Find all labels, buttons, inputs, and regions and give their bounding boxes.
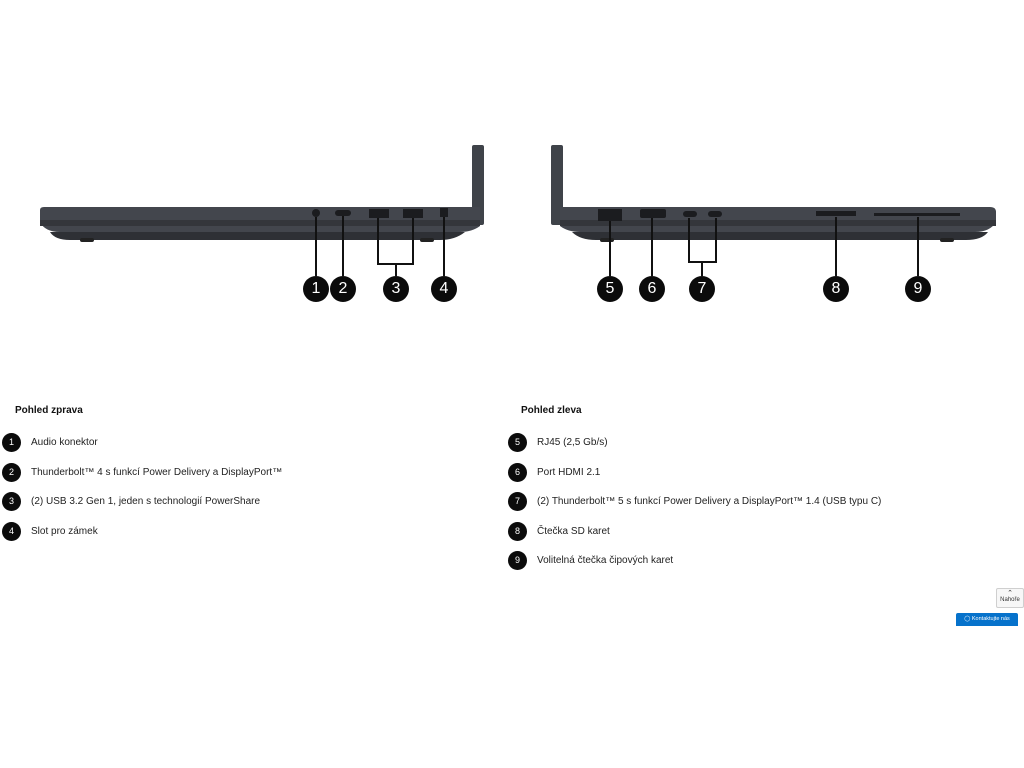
chevron-up-icon: ⌃ [1007,590,1013,597]
item-label: RJ45 (2,5 Gb/s) [537,437,608,449]
list-item [508,487,881,517]
laptop-right-view [40,145,484,276]
item-number-badge: 6 [508,463,527,482]
left-view-list [508,428,881,576]
item-label: Thunderbolt™ 4 s funkcí Power Delivery a DisplayPort™ [31,466,283,478]
item-label: Čtečka SD karet [537,525,610,537]
item-number-badge: 3 [2,492,21,511]
list-item [508,428,881,458]
list-item [508,458,881,488]
laptop-illustration [0,0,1024,330]
list-item [2,458,282,488]
callout-2: 2 [330,276,356,302]
item-label: Volitelná čtečka čipových karet [537,555,674,567]
list-item [508,546,881,576]
contact-us-label: Kontaktujte nás [971,616,1010,622]
callout-7: 7 [689,276,715,302]
laptop-ports-figure [0,0,1024,330]
item-number-badge: 1 [2,433,21,452]
right-view-list [2,428,282,546]
back-to-top-button[interactable] [996,588,1024,608]
item-number-badge: 2 [2,463,21,482]
back-to-top-label: Nahoře [1000,597,1020,603]
item-number-badge: 7 [508,492,527,511]
list-item [2,428,282,458]
laptop-left-view [551,145,996,276]
item-label: (2) Thunderbolt™ 5 s funkcí Power Delivery a DisplayPort™ 1.4 (USB typu C) [537,496,882,508]
callout-6: 6 [639,276,665,302]
left-view-title: Pohled zleva [521,405,582,416]
item-label: (2) USB 3.2 Gen 1, jeden s technologií PowerShare [31,496,261,508]
item-number-badge: 8 [508,522,527,541]
item-number-badge: 5 [508,433,527,452]
right-view-title: Pohled zprava [15,405,83,416]
callout-9: 9 [905,276,931,302]
item-label: Port HDMI 2.1 [537,466,601,478]
item-number-badge: 4 [2,522,21,541]
headset-icon: ◯ [964,616,971,622]
callout-5: 5 [597,276,623,302]
callout-8: 8 [823,276,849,302]
list-item [2,487,282,517]
item-label: Slot pro zámek [31,525,98,537]
contact-us-button[interactable] [956,613,1018,626]
callout-4: 4 [431,276,457,302]
callout-3: 3 [383,276,409,302]
list-item [2,517,282,547]
list-item [508,517,881,547]
callout-1: 1 [303,276,329,302]
item-number-badge: 9 [508,551,527,570]
item-label: Audio konektor [31,437,98,449]
